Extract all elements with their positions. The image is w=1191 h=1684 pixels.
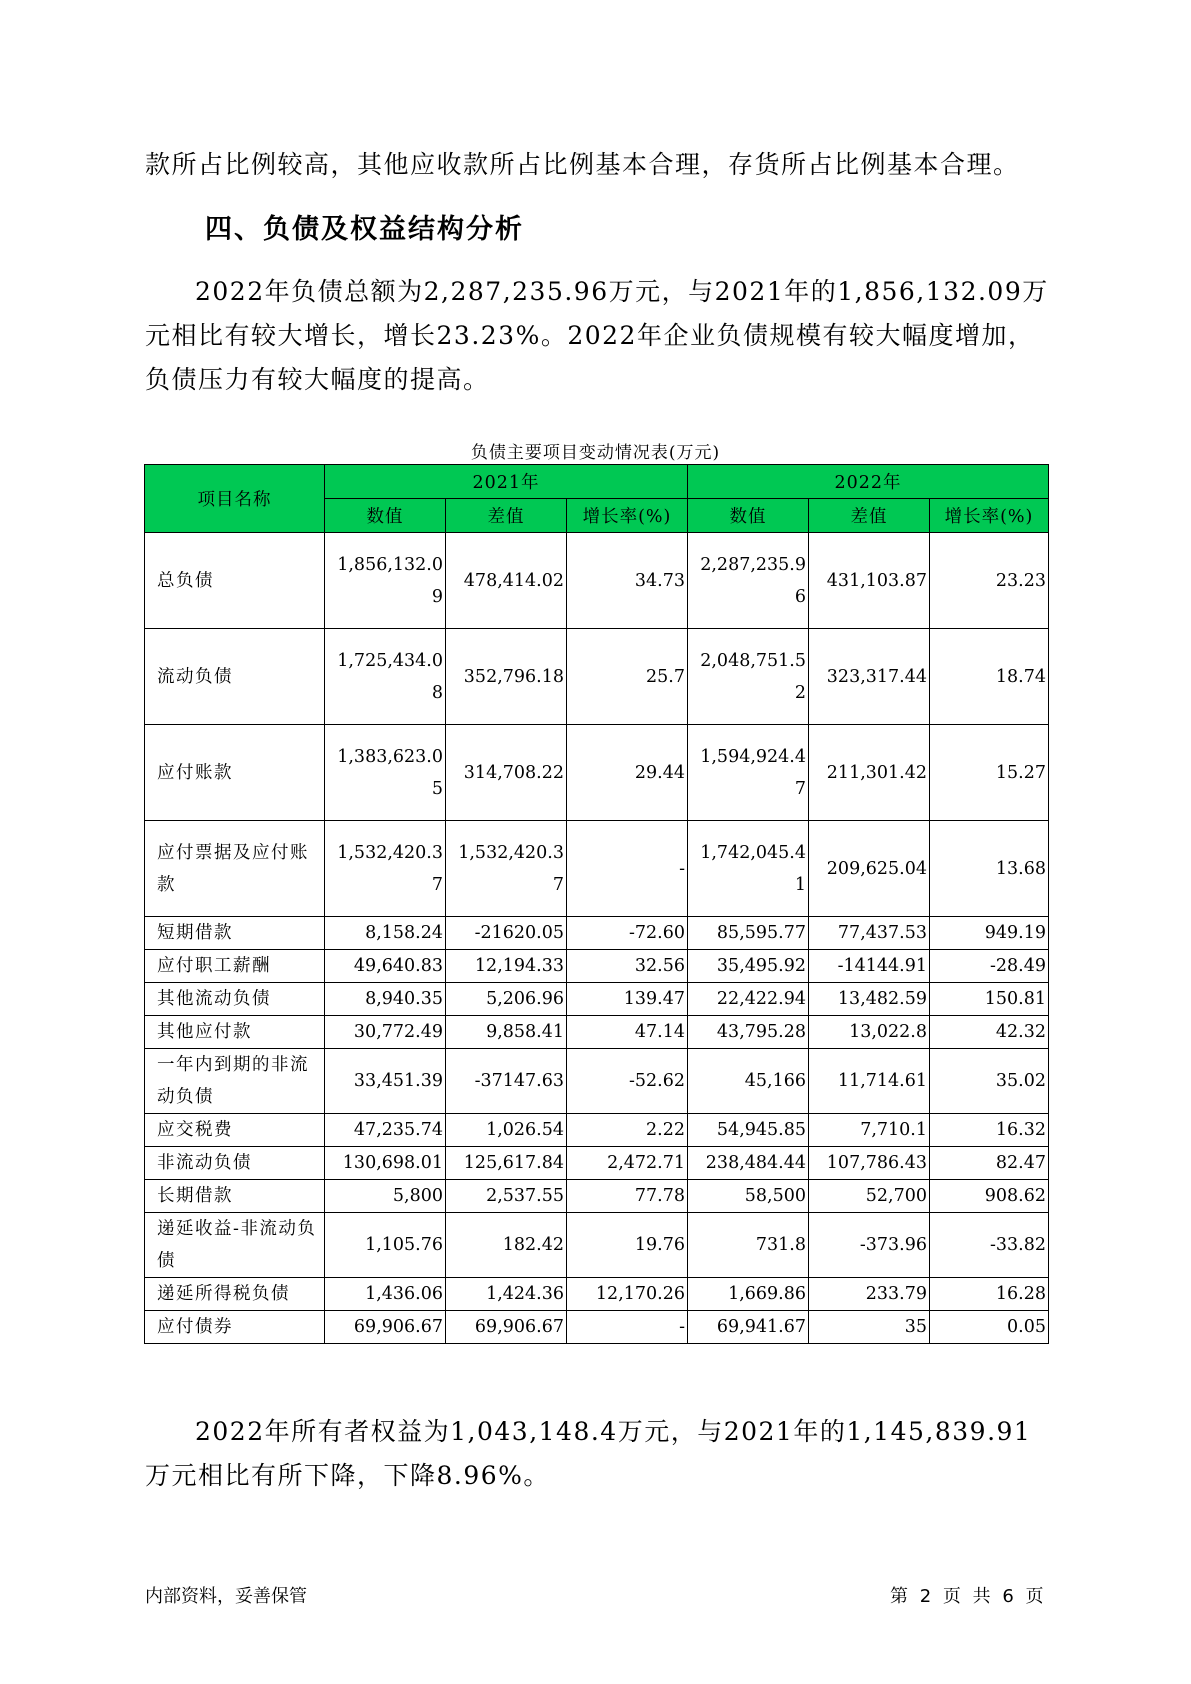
row-value-cell: 47.14: [567, 1016, 688, 1049]
row-item-name: 应付债券: [145, 1311, 325, 1344]
row-value-cell: 77,437.53: [809, 917, 930, 950]
row-value-cell: 1,436.06: [325, 1278, 446, 1311]
row-item-name: 应付票据及应付账款: [145, 821, 325, 917]
row-value-cell: 82.47: [930, 1147, 1049, 1180]
row-value-cell: 107,786.43: [809, 1147, 930, 1180]
row-value-cell: 13,482.59: [809, 983, 930, 1016]
header-year-2022: 2022年: [688, 465, 1049, 499]
row-value-cell: 34.73: [567, 533, 688, 629]
row-item-name: 总负债: [145, 533, 325, 629]
row-value-cell: 11,714.61: [809, 1049, 930, 1114]
footer-confidential: 内部资料，妥善保管: [145, 1586, 307, 1607]
table-row: [145, 1278, 1049, 1311]
row-item-name: 其他流动负债: [145, 983, 325, 1016]
subheader-cell: 差值: [446, 499, 567, 533]
table-row: [145, 950, 1049, 983]
row-value-cell: 1,532,420.37: [446, 821, 567, 917]
row-value-cell: 1,383,623.05: [325, 725, 446, 821]
row-value-cell: 2,287,235.96: [688, 533, 809, 629]
row-item-name: 应付职工薪酬: [145, 950, 325, 983]
row-value-cell: 47,235.74: [325, 1114, 446, 1147]
row-value-cell: 352,796.18: [446, 629, 567, 725]
row-value-cell: -37147.63: [446, 1049, 567, 1114]
row-value-cell: 150.81: [930, 983, 1049, 1016]
row-value-cell: 29.44: [567, 725, 688, 821]
row-value-cell: 58,500: [688, 1180, 809, 1213]
row-value-cell: 323,317.44: [809, 629, 930, 725]
footer-page-number: 第 2 页 共 6 页: [890, 1586, 1044, 1607]
row-value-cell: 54,945.85: [688, 1114, 809, 1147]
row-value-cell: -33.82: [930, 1213, 1049, 1278]
row-item-name: 一年内到期的非流动负债: [145, 1049, 325, 1114]
section-heading: 四、负债及权益结构分析: [205, 214, 524, 245]
row-item-name: 递延收益-非流动负债: [145, 1213, 325, 1278]
row-value-cell: 5,800: [325, 1180, 446, 1213]
subheader-cell: 差值: [809, 499, 930, 533]
table-row: [145, 533, 1049, 629]
row-value-cell: -: [567, 1311, 688, 1344]
row-value-cell: 13,022.8: [809, 1016, 930, 1049]
row-value-cell: 139.47: [567, 983, 688, 1016]
row-value-cell: 1,725,434.08: [325, 629, 446, 725]
row-value-cell: -14144.91: [809, 950, 930, 983]
table-row: [145, 1213, 1049, 1278]
table-row: [145, 1180, 1049, 1213]
row-value-cell: 16.28: [930, 1278, 1049, 1311]
table-row: [145, 1147, 1049, 1180]
row-value-cell: 2,472.71: [567, 1147, 688, 1180]
row-value-cell: 211,301.42: [809, 725, 930, 821]
table-row: [145, 821, 1049, 917]
paragraph-debt: 2022年负债总额为2,287,235.96万元，与2021年的1,856,132.09万元相比有较大增长，增长23.23%。2022年企业负债规模有较大幅度增加，负债压力有较大幅度的提高。: [145, 277, 1049, 394]
row-value-cell: 69,906.67: [325, 1311, 446, 1344]
row-value-cell: 478,414.02: [446, 533, 567, 629]
table-row: [145, 1311, 1049, 1344]
row-value-cell: 2,048,751.52: [688, 629, 809, 725]
row-value-cell: 45,166: [688, 1049, 809, 1114]
row-value-cell: 33,451.39: [325, 1049, 446, 1114]
row-value-cell: 130,698.01: [325, 1147, 446, 1180]
row-item-name: 递延所得税负债: [145, 1278, 325, 1311]
row-value-cell: 12,194.33: [446, 950, 567, 983]
row-value-cell: 0.05: [930, 1311, 1049, 1344]
row-value-cell: 9,858.41: [446, 1016, 567, 1049]
row-value-cell: 30,772.49: [325, 1016, 446, 1049]
row-value-cell: 22,422.94: [688, 983, 809, 1016]
row-value-cell: 209,625.04: [809, 821, 930, 917]
header-year-2021: 2021年: [325, 465, 688, 499]
row-value-cell: 8,940.35: [325, 983, 446, 1016]
row-value-cell: 1,856,132.09: [325, 533, 446, 629]
row-value-cell: 7,710.1: [809, 1114, 930, 1147]
row-value-cell: 69,941.67: [688, 1311, 809, 1344]
row-value-cell: 949.19: [930, 917, 1049, 950]
row-item-name: 应交税费: [145, 1114, 325, 1147]
row-value-cell: 43,795.28: [688, 1016, 809, 1049]
row-item-name: 其他应付款: [145, 1016, 325, 1049]
row-value-cell: 1,026.54: [446, 1114, 567, 1147]
row-value-cell: 77.78: [567, 1180, 688, 1213]
row-value-cell: 2.22: [567, 1114, 688, 1147]
row-value-cell: 69,906.67: [446, 1311, 567, 1344]
row-value-cell: 85,595.77: [688, 917, 809, 950]
row-value-cell: -373.96: [809, 1213, 930, 1278]
row-value-cell: 19.76: [567, 1213, 688, 1278]
row-value-cell: 18.74: [930, 629, 1049, 725]
header-item-name: 项目名称: [145, 465, 325, 533]
row-value-cell: 15.27: [930, 725, 1049, 821]
row-value-cell: 23.23: [930, 533, 1049, 629]
row-value-cell: -: [567, 821, 688, 917]
row-value-cell: 35: [809, 1311, 930, 1344]
row-value-cell: 1,669.86: [688, 1278, 809, 1311]
row-value-cell: 431,103.87: [809, 533, 930, 629]
row-value-cell: 42.32: [930, 1016, 1049, 1049]
row-value-cell: 182.42: [446, 1213, 567, 1278]
row-value-cell: 35,495.92: [688, 950, 809, 983]
row-value-cell: 12,170.26: [567, 1278, 688, 1311]
subheader-cell: 数值: [688, 499, 809, 533]
row-value-cell: 314,708.22: [446, 725, 567, 821]
row-item-name: 长期借款: [145, 1180, 325, 1213]
row-value-cell: 49,640.83: [325, 950, 446, 983]
row-value-cell: -28.49: [930, 950, 1049, 983]
row-value-cell: 35.02: [930, 1049, 1049, 1114]
row-value-cell: 1,532,420.37: [325, 821, 446, 917]
table-row: [145, 983, 1049, 1016]
paragraph-equity: 2022年所有者权益为1,043,148.4万元，与2021年的1,145,839.91万元相比有所下降，下降8.96%。: [145, 1417, 1032, 1490]
row-value-cell: 1,105.76: [325, 1213, 446, 1278]
row-item-name: 非流动负债: [145, 1147, 325, 1180]
row-value-cell: 125,617.84: [446, 1147, 567, 1180]
table-row: [145, 917, 1049, 950]
row-value-cell: 2,537.55: [446, 1180, 567, 1213]
row-value-cell: 908.62: [930, 1180, 1049, 1213]
row-value-cell: 8,158.24: [325, 917, 446, 950]
row-item-name: 应付账款: [145, 725, 325, 821]
row-value-cell: -52.62: [567, 1049, 688, 1114]
table-row: [145, 1049, 1049, 1114]
table-row: [145, 725, 1049, 821]
row-value-cell: 13.68: [930, 821, 1049, 917]
row-value-cell: 1,594,924.47: [688, 725, 809, 821]
row-value-cell: 1,742,045.41: [688, 821, 809, 917]
row-value-cell: -21620.05: [446, 917, 567, 950]
table-row: [145, 1016, 1049, 1049]
row-value-cell: 731.8: [688, 1213, 809, 1278]
row-item-name: 短期借款: [145, 917, 325, 950]
row-value-cell: 25.7: [567, 629, 688, 725]
row-value-cell: -72.60: [567, 917, 688, 950]
row-value-cell: 32.56: [567, 950, 688, 983]
row-value-cell: 5,206.96: [446, 983, 567, 1016]
liabilities-table: [144, 464, 1049, 1344]
row-value-cell: 1,424.36: [446, 1278, 567, 1311]
row-value-cell: 52,700: [809, 1180, 930, 1213]
table-row: [145, 629, 1049, 725]
subheader-cell: 增长率(%): [930, 499, 1049, 533]
intro-line: 款所占比例较高，其他应收款所占比例基本合理，存货所占比例基本合理。: [145, 150, 1020, 179]
subheader-cell: 增长率(%): [567, 499, 688, 533]
subheader-cell: 数值: [325, 499, 446, 533]
row-value-cell: 233.79: [809, 1278, 930, 1311]
table-row: [145, 1114, 1049, 1147]
row-item-name: 流动负债: [145, 629, 325, 725]
row-value-cell: 238,484.44: [688, 1147, 809, 1180]
row-value-cell: 16.32: [930, 1114, 1049, 1147]
table-caption: 负债主要项目变动情况表(万元): [470, 443, 721, 463]
